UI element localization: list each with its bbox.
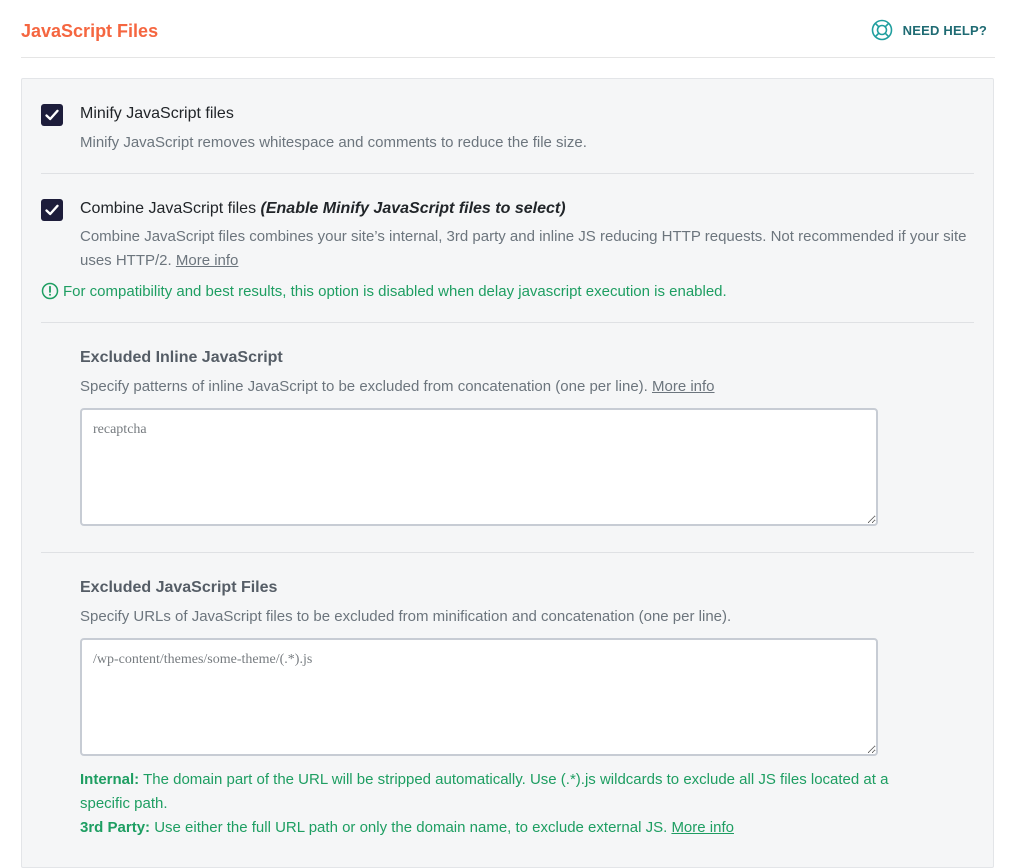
combine-label-text: Combine JavaScript files xyxy=(80,200,257,217)
info-circle-icon xyxy=(41,282,59,300)
checkmark-icon xyxy=(45,109,59,121)
minify-label: Minify JavaScript files xyxy=(80,105,234,122)
excluded-inline-more-info-link[interactable]: More info xyxy=(652,378,715,395)
excluded-files-textarea[interactable] xyxy=(80,638,878,756)
compatibility-notice xyxy=(41,282,727,300)
minify-option xyxy=(41,103,974,163)
section-title: JavaScript Files xyxy=(21,21,159,41)
excluded-files-title: Excluded JavaScript Files xyxy=(80,579,278,596)
excluded-inline-description-text: Specify patterns of inline JavaScript to be excluded from concatenation (one per line). xyxy=(80,378,648,395)
combine-description xyxy=(80,225,974,273)
combine-more-info-link[interactable]: More info xyxy=(175,252,239,269)
checkmark-icon xyxy=(45,204,59,216)
divider xyxy=(41,552,974,553)
excluded-files-description: Specify URLs of JavaScript files to be excluded from minification and concatenation (one per line). xyxy=(80,608,732,625)
third-party-label: 3rd Party: xyxy=(80,819,151,836)
need-help-link[interactable] xyxy=(871,19,987,41)
excluded-inline-description xyxy=(80,378,715,395)
need-help-label: NEED HELP? xyxy=(902,22,987,38)
compatibility-notice-text: For compatibility and best results, this option is disabled when delay javascript execution is enabled. xyxy=(63,282,727,300)
divider xyxy=(41,173,974,174)
excluded-inline-title: Excluded Inline JavaScript xyxy=(80,349,283,366)
combine-label xyxy=(80,200,566,218)
combine-label-note: (Enable Minify JavaScript files to select) xyxy=(260,200,566,217)
lifebuoy-icon xyxy=(871,19,893,41)
combine-checkbox[interactable] xyxy=(41,199,63,221)
minify-description: Minify JavaScript removes whitespace and comments to reduce the file size. xyxy=(80,134,587,151)
internal-text: The domain part of the URL will be stripped automatically. Use (.*).js wildcards to exclude all JS files located at a specific path. xyxy=(80,771,889,812)
combine-option xyxy=(41,199,974,279)
third-party-help-text xyxy=(80,816,890,840)
internal-label: Internal: xyxy=(80,771,140,788)
third-party-more-info-link[interactable]: More info xyxy=(671,819,734,836)
minify-checkbox[interactable] xyxy=(41,104,63,126)
internal-help-text xyxy=(80,768,890,816)
divider xyxy=(41,322,974,323)
section-header xyxy=(21,0,995,58)
excluded-inline-textarea[interactable] xyxy=(80,408,878,526)
third-party-text: Use either the full URL path or only the domain name, to exclude external JS. xyxy=(154,819,668,836)
combine-description-text: Combine JavaScript files combines your site’s internal, 3rd party and inline JS reducing HTTP requests. Not recommended if your site uses HTTP/2. xyxy=(80,228,967,269)
settings-panel xyxy=(21,78,994,868)
